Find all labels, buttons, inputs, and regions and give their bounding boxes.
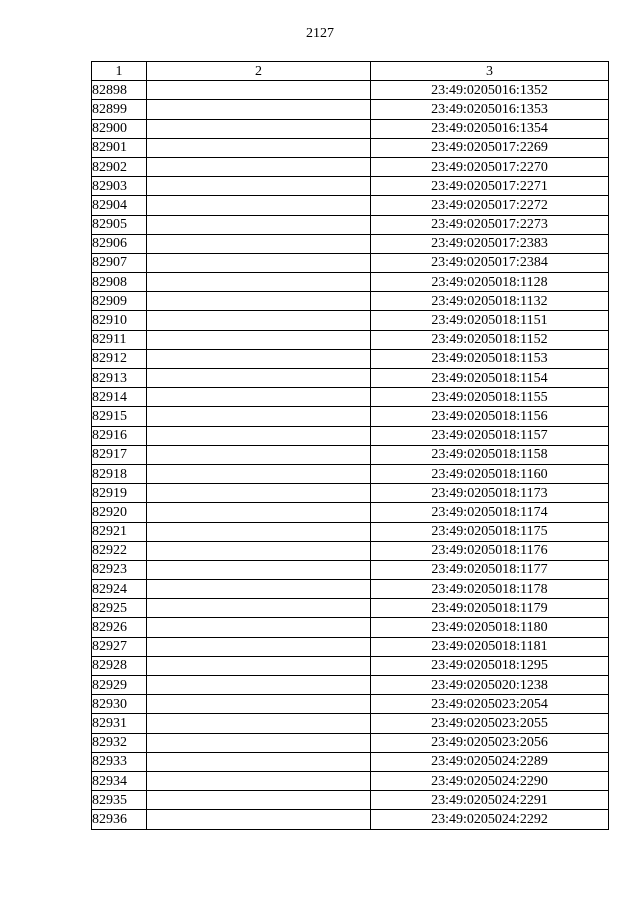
- table-row: [92, 733, 609, 752]
- record-number-cell: 82903: [92, 177, 147, 196]
- description-cell: [147, 215, 371, 234]
- table-row: [92, 695, 609, 714]
- table-row: [92, 618, 609, 637]
- cadastral-number-cell: 23:49:0205018:1181: [371, 637, 609, 656]
- record-number-cell: 82925: [92, 599, 147, 618]
- cadastral-number-cell: 23:49:0205018:1160: [371, 464, 609, 483]
- description-cell: [147, 618, 371, 637]
- record-number-cell: 82933: [92, 752, 147, 771]
- cadastral-number-cell: 23:49:0205018:1173: [371, 484, 609, 503]
- record-number-cell: 82909: [92, 292, 147, 311]
- description-cell: [147, 464, 371, 483]
- table-row: [92, 330, 609, 349]
- description-cell: [147, 369, 371, 388]
- record-number-cell: 82927: [92, 637, 147, 656]
- record-number-cell: 82911: [92, 330, 147, 349]
- description-cell: [147, 810, 371, 829]
- cadastral-number-cell: 23:49:0205023:2056: [371, 733, 609, 752]
- record-number-cell: 82910: [92, 311, 147, 330]
- record-number-cell: 82935: [92, 791, 147, 810]
- cadastral-number-cell: 23:49:0205018:1128: [371, 273, 609, 292]
- record-number-cell: 82931: [92, 714, 147, 733]
- cadastral-number-cell: 23:49:0205020:1238: [371, 676, 609, 695]
- table-row: [92, 138, 609, 157]
- description-cell: [147, 599, 371, 618]
- table-row: [92, 234, 609, 253]
- table-row: [92, 349, 609, 368]
- cadastral-number-cell: 23:49:0205017:2269: [371, 138, 609, 157]
- table-row: [92, 752, 609, 771]
- description-cell: [147, 292, 371, 311]
- record-number-cell: 82900: [92, 119, 147, 138]
- cadastral-number-cell: 23:49:0205018:1156: [371, 407, 609, 426]
- description-cell: [147, 138, 371, 157]
- record-number-cell: 82936: [92, 810, 147, 829]
- cadastral-number-cell: 23:49:0205016:1352: [371, 81, 609, 100]
- record-number-cell: 82926: [92, 618, 147, 637]
- description-cell: [147, 541, 371, 560]
- record-number-cell: 82916: [92, 426, 147, 445]
- description-cell: [147, 234, 371, 253]
- cadastral-number-cell: 23:49:0205018:1295: [371, 656, 609, 675]
- description-cell: [147, 157, 371, 176]
- description-cell: [147, 560, 371, 579]
- cadastral-number-cell: 23:49:0205018:1157: [371, 426, 609, 445]
- table-row: [92, 580, 609, 599]
- description-cell: [147, 388, 371, 407]
- column-header-1: 1: [92, 62, 147, 81]
- table-row: [92, 714, 609, 733]
- description-cell: [147, 330, 371, 349]
- table-row: [92, 407, 609, 426]
- description-cell: [147, 445, 371, 464]
- cadastral-number-cell: 23:49:0205018:1132: [371, 292, 609, 311]
- table-row: [92, 369, 609, 388]
- table-row: [92, 522, 609, 541]
- table-row: [92, 484, 609, 503]
- page-number: 2127: [306, 26, 334, 41]
- description-cell: [147, 253, 371, 272]
- cadastral-number-cell: 23:49:0205017:2384: [371, 253, 609, 272]
- table-row: [92, 503, 609, 522]
- description-cell: [147, 100, 371, 119]
- cadastral-number-cell: 23:49:0205024:2291: [371, 791, 609, 810]
- table-row: [92, 464, 609, 483]
- table-row: [92, 215, 609, 234]
- record-number-cell: 82917: [92, 445, 147, 464]
- table-row: [92, 119, 609, 138]
- table-row: [92, 656, 609, 675]
- record-number-cell: 82924: [92, 580, 147, 599]
- description-cell: [147, 407, 371, 426]
- cadastral-number-cell: 23:49:0205024:2292: [371, 810, 609, 829]
- table-row: [92, 426, 609, 445]
- table-row: [92, 81, 609, 100]
- table-row: [92, 253, 609, 272]
- record-number-cell: 82915: [92, 407, 147, 426]
- record-number-cell: 82919: [92, 484, 147, 503]
- cadastral-number-cell: 23:49:0205018:1154: [371, 369, 609, 388]
- table-header-row: [92, 62, 609, 81]
- cadastral-number-cell: 23:49:0205023:2054: [371, 695, 609, 714]
- description-cell: [147, 771, 371, 790]
- description-cell: [147, 522, 371, 541]
- record-number-cell: 82899: [92, 100, 147, 119]
- record-number-cell: 82901: [92, 138, 147, 157]
- cadastral-number-cell: 23:49:0205016:1354: [371, 119, 609, 138]
- record-number-cell: 82905: [92, 215, 147, 234]
- description-cell: [147, 311, 371, 330]
- record-number-cell: 82923: [92, 560, 147, 579]
- cadastral-number-cell: 23:49:0205023:2055: [371, 714, 609, 733]
- column-header-3: 3: [371, 62, 609, 81]
- table-row: [92, 637, 609, 656]
- record-number-cell: 82902: [92, 157, 147, 176]
- record-number-cell: 82921: [92, 522, 147, 541]
- table-row: [92, 676, 609, 695]
- record-number-cell: 82929: [92, 676, 147, 695]
- description-cell: [147, 349, 371, 368]
- table-row: [92, 100, 609, 119]
- record-number-cell: 82913: [92, 369, 147, 388]
- cadastral-number-cell: 23:49:0205018:1179: [371, 599, 609, 618]
- cadastral-number-cell: 23:49:0205018:1175: [371, 522, 609, 541]
- record-number-cell: 82907: [92, 253, 147, 272]
- cadastral-number-cell: 23:49:0205017:2272: [371, 196, 609, 215]
- registry-table: [91, 61, 609, 830]
- record-number-cell: 82912: [92, 349, 147, 368]
- description-cell: [147, 177, 371, 196]
- cadastral-number-cell: 23:49:0205018:1174: [371, 503, 609, 522]
- cadastral-number-cell: 23:49:0205017:2383: [371, 234, 609, 253]
- cadastral-number-cell: 23:49:0205018:1178: [371, 580, 609, 599]
- description-cell: [147, 637, 371, 656]
- description-cell: [147, 426, 371, 445]
- description-cell: [147, 580, 371, 599]
- record-number-cell: 82904: [92, 196, 147, 215]
- description-cell: [147, 656, 371, 675]
- record-number-cell: 82908: [92, 273, 147, 292]
- table-row: [92, 311, 609, 330]
- cadastral-number-cell: 23:49:0205018:1151: [371, 311, 609, 330]
- table-row: [92, 810, 609, 829]
- description-cell: [147, 81, 371, 100]
- record-number-cell: 82914: [92, 388, 147, 407]
- cadastral-number-cell: 23:49:0205017:2271: [371, 177, 609, 196]
- table-row: [92, 196, 609, 215]
- table-row: [92, 445, 609, 464]
- description-cell: [147, 695, 371, 714]
- table-row: [92, 292, 609, 311]
- cadastral-number-cell: 23:49:0205017:2270: [371, 157, 609, 176]
- description-cell: [147, 714, 371, 733]
- record-number-cell: 82898: [92, 81, 147, 100]
- cadastral-number-cell: 23:49:0205018:1177: [371, 560, 609, 579]
- description-cell: [147, 791, 371, 810]
- table-row: [92, 771, 609, 790]
- table-row: [92, 177, 609, 196]
- table-row: [92, 388, 609, 407]
- cadastral-number-cell: 23:49:0205016:1353: [371, 100, 609, 119]
- cadastral-number-cell: 23:49:0205017:2273: [371, 215, 609, 234]
- cadastral-number-cell: 23:49:0205024:2290: [371, 771, 609, 790]
- cadastral-number-cell: 23:49:0205018:1176: [371, 541, 609, 560]
- cadastral-number-cell: 23:49:0205018:1158: [371, 445, 609, 464]
- description-cell: [147, 676, 371, 695]
- description-cell: [147, 119, 371, 138]
- cadastral-number-cell: 23:49:0205018:1155: [371, 388, 609, 407]
- record-number-cell: 82906: [92, 234, 147, 253]
- description-cell: [147, 752, 371, 771]
- table-row: [92, 157, 609, 176]
- table-row: [92, 599, 609, 618]
- record-number-cell: 82918: [92, 464, 147, 483]
- record-number-cell: 82920: [92, 503, 147, 522]
- record-number-cell: 82922: [92, 541, 147, 560]
- description-cell: [147, 484, 371, 503]
- table-row: [92, 273, 609, 292]
- table-row: [92, 560, 609, 579]
- cadastral-number-cell: 23:49:0205018:1153: [371, 349, 609, 368]
- description-cell: [147, 733, 371, 752]
- description-cell: [147, 273, 371, 292]
- record-number-cell: 82928: [92, 656, 147, 675]
- table-body: [92, 81, 609, 829]
- table-row: [92, 791, 609, 810]
- table-row: [92, 541, 609, 560]
- cadastral-number-cell: 23:49:0205024:2289: [371, 752, 609, 771]
- cadastral-number-cell: 23:49:0205018:1152: [371, 330, 609, 349]
- record-number-cell: 82932: [92, 733, 147, 752]
- description-cell: [147, 196, 371, 215]
- cadastral-number-cell: 23:49:0205018:1180: [371, 618, 609, 637]
- record-number-cell: 82934: [92, 771, 147, 790]
- record-number-cell: 82930: [92, 695, 147, 714]
- column-header-2: 2: [147, 62, 371, 81]
- description-cell: [147, 503, 371, 522]
